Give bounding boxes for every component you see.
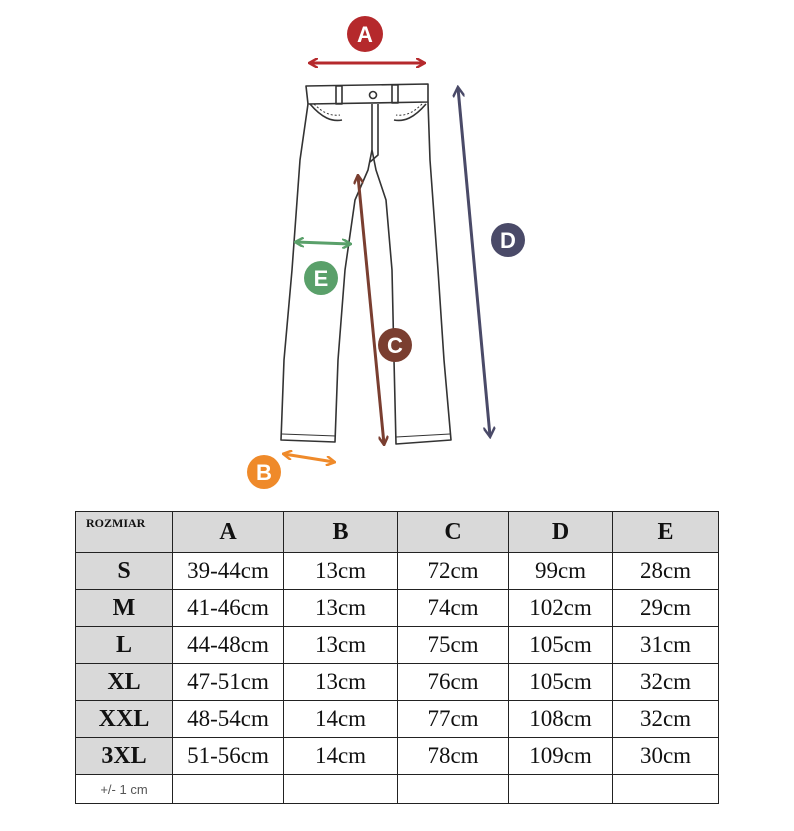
table-row xyxy=(76,553,719,590)
cell-e: 29cm xyxy=(613,590,719,627)
measure-e-arrow xyxy=(296,242,350,244)
svg-text:A: A xyxy=(357,22,373,47)
size-label: XXL xyxy=(76,701,173,738)
empty-cell xyxy=(398,775,509,804)
cell-a: 39-44cm xyxy=(173,553,284,590)
cell-a: 41-46cm xyxy=(173,590,284,627)
measure-b-arrow xyxy=(284,454,334,462)
table-row xyxy=(76,701,719,738)
cell-d: 102cm xyxy=(509,590,613,627)
cell-e: 32cm xyxy=(613,664,719,701)
cell-d: 109cm xyxy=(509,738,613,775)
table-row xyxy=(76,590,719,627)
size-label: 3XL xyxy=(76,738,173,775)
cell-b: 14cm xyxy=(284,701,398,738)
column-header-e: E xyxy=(613,512,719,553)
size-label: L xyxy=(76,627,173,664)
measure-d-arrow xyxy=(458,88,490,436)
cell-e: 28cm xyxy=(613,553,719,590)
size-label: XL xyxy=(76,664,173,701)
cell-c: 72cm xyxy=(398,553,509,590)
cell-b: 13cm xyxy=(284,627,398,664)
column-header-a: A xyxy=(173,512,284,553)
measure-e-badge xyxy=(304,261,338,295)
svg-text:B: B xyxy=(256,460,272,485)
size-chart-table xyxy=(75,511,719,804)
measure-c-badge xyxy=(378,328,412,362)
cell-b: 13cm xyxy=(284,664,398,701)
measure-d-badge xyxy=(491,223,525,257)
cell-b: 14cm xyxy=(284,738,398,775)
cell-c: 74cm xyxy=(398,590,509,627)
measure-c-arrow xyxy=(358,176,384,444)
empty-cell xyxy=(284,775,398,804)
cell-e: 30cm xyxy=(613,738,719,775)
cell-b: 13cm xyxy=(284,590,398,627)
cell-e: 32cm xyxy=(613,701,719,738)
cell-a: 51-56cm xyxy=(173,738,284,775)
empty-cell xyxy=(173,775,284,804)
tolerance-row xyxy=(76,775,719,804)
cell-b: 13cm xyxy=(284,553,398,590)
measure-a-badge xyxy=(347,16,383,52)
cell-d: 105cm xyxy=(509,664,613,701)
cell-a: 44-48cm xyxy=(173,627,284,664)
cell-c: 77cm xyxy=(398,701,509,738)
cell-d: 105cm xyxy=(509,627,613,664)
cell-d: 99cm xyxy=(509,553,613,590)
column-header-d: D xyxy=(509,512,613,553)
size-label: S xyxy=(76,553,173,590)
empty-cell xyxy=(509,775,613,804)
tolerance-note: +/- 1 cm xyxy=(76,775,173,804)
size-label: M xyxy=(76,590,173,627)
svg-text:C: C xyxy=(387,333,403,358)
cell-a: 47-51cm xyxy=(173,664,284,701)
column-header-b: B xyxy=(284,512,398,553)
size-column-header: ROZMIAR xyxy=(76,512,173,553)
table-row xyxy=(76,738,719,775)
cell-c: 76cm xyxy=(398,664,509,701)
cell-d: 108cm xyxy=(509,701,613,738)
cell-c: 75cm xyxy=(398,627,509,664)
svg-text:E: E xyxy=(313,266,329,291)
measure-b-badge xyxy=(247,455,281,489)
cell-a: 48-54cm xyxy=(173,701,284,738)
table-header-row xyxy=(76,512,719,553)
cell-e: 31cm xyxy=(613,627,719,664)
table-row xyxy=(76,627,719,664)
svg-text:D: D xyxy=(500,228,516,253)
column-header-c: C xyxy=(398,512,509,553)
empty-cell xyxy=(613,775,719,804)
table-row xyxy=(76,664,719,701)
cell-c: 78cm xyxy=(398,738,509,775)
